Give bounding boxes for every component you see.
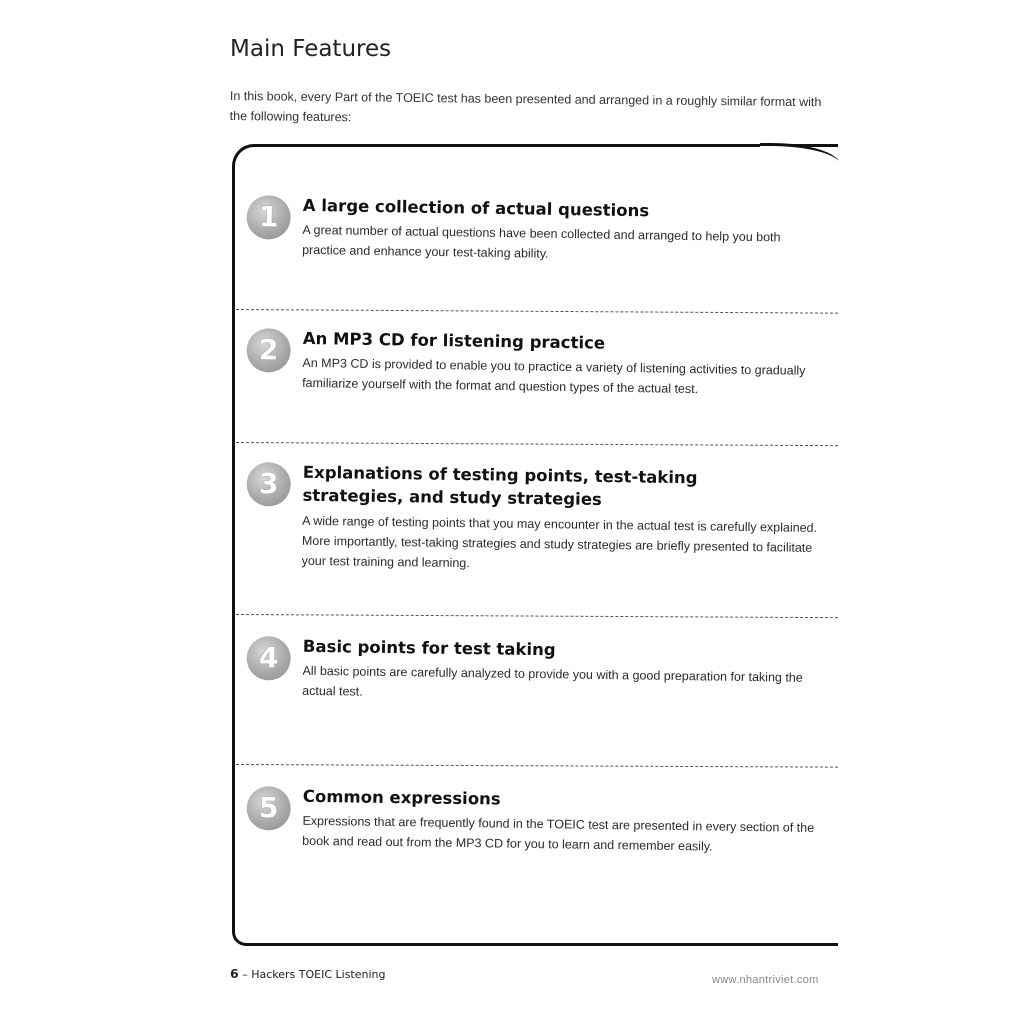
feature-description: A great number of actual questions have been collected and arranged to help you both practice and enhance your test-taking ability. bbox=[302, 222, 781, 261]
page-footer bbox=[230, 966, 385, 981]
feature-title: Common expressions bbox=[302, 786, 501, 809]
number-2-icon: 2 bbox=[246, 328, 291, 373]
feature-title: Basic points for test taking bbox=[302, 636, 556, 660]
feature-description: An MP3 CD is provided to enable you to practice a variety of listening activities to gradually familiarize yourself with the format and question types of the actual test. bbox=[302, 355, 806, 397]
number-3-icon: 3 bbox=[246, 462, 291, 507]
feature-description: Expressions that are frequently found in the TOEIC test are presented in every section of the book and read out from the MP3 CD for you to learn and remember easily. bbox=[302, 813, 815, 854]
frame-right-edge bbox=[838, 140, 898, 950]
feature-description: A wide range of testing points that you may encounter in the actual test is carefully explained. More importantly, test-taking strategies and study strategies are briefly presented to facilitate your test training and learning. bbox=[301, 513, 818, 571]
feature-description: All basic points are carefully analyzed to provide you with a good preparation for taking the actual test. bbox=[302, 663, 803, 699]
number-1-icon: 1 bbox=[246, 195, 291, 240]
number-4-icon: 4 bbox=[246, 636, 291, 681]
number-5-icon: 5 bbox=[246, 786, 291, 831]
feature-title: A large collection of actual questions bbox=[302, 195, 650, 221]
page-number: 6 bbox=[230, 966, 239, 981]
book-title: – Hackers TOEIC Listening bbox=[242, 968, 386, 981]
intro-paragraph: In this book, every Part of the TOEIC test has been presented and arranged in a roughly similar format with the following features: bbox=[229, 88, 822, 125]
watermark-text: www.nhantriviet.com bbox=[712, 974, 819, 986]
page-heading: Main Features bbox=[230, 36, 392, 62]
feature-title: Explanations of testing points, test-taking strategies, and study strategies bbox=[302, 462, 698, 509]
feature-title: An MP3 CD for listening practice bbox=[302, 328, 606, 353]
